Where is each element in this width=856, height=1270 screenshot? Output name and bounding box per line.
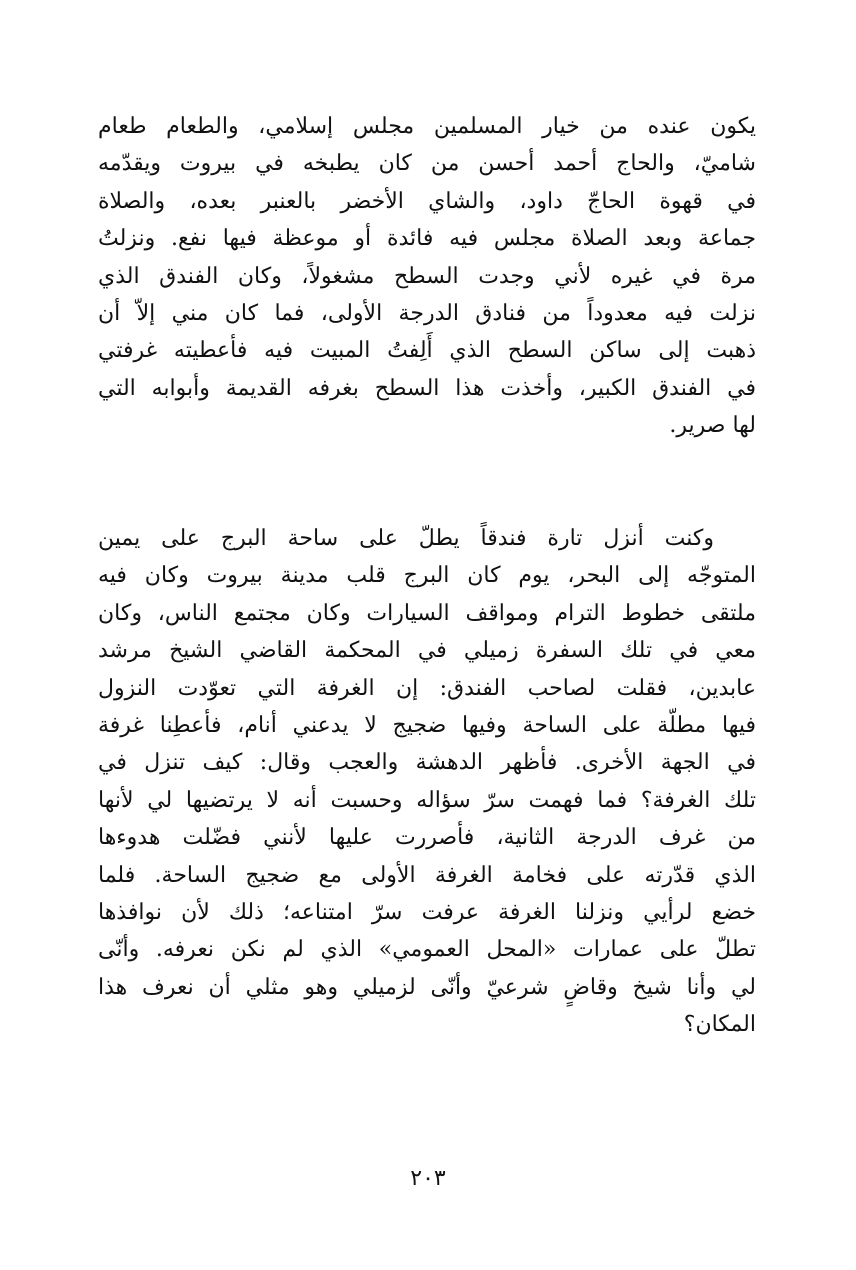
paragraph-2: [98, 520, 756, 1043]
paragraph-line: جماعة وبعد الصلاة مجلس فيه فائدة أو موعظة فيها نفع. ونزلتُ: [98, 226, 756, 252]
paragraph-1: [98, 108, 756, 445]
paragraph-line: وكنت أنزل تارة فندقاً يطلّ على ساحة البرج على يمين: [98, 526, 714, 551]
paragraph-line: لي وأنا شيخ وقاضٍ شرعيّ وأنّى لزميلي وهو مثلي أن نعرف هذا: [98, 974, 756, 1000]
page-number: ٢٠٣: [410, 1166, 446, 1191]
paragraph-line: المتوجّه إلى البحر، يوم كان البرج قلب مدينة بيروت وكان فيه: [98, 563, 756, 589]
paragraph-line: فيها مطلّة على الساحة وفيها ضجيج لا يدعني أنام، فأعطِنا غرفة: [98, 712, 756, 738]
paragraph-line: معي في تلك السفرة زميلي في المحكمة القاضي الشيخ مرشد: [98, 638, 756, 664]
paragraph-line: ذهبت إلى ساكن السطح الذي أَلِفتُ المبيت فيه فأعطيته غرفتي: [98, 338, 756, 364]
paragraph-line: تطلّ على عمارات «المحل العمومي» الذي لم نكن نعرفه. وأنّى: [98, 937, 756, 963]
paragraph-line: الذي قدّرته على فخامة الغرفة الأولى مع ضجيج الساحة. فلما: [98, 862, 756, 888]
paragraph-line: خضع لرأيي ونزلنا الغرفة عرفت سرّ امتناعه؛ ذلك لأن نوافذها: [98, 899, 756, 925]
paragraph-line: تلك الغرفة؟ فما فهمت سرّ سؤاله وحسبت أنه لا يرتضيها لي لأنها: [98, 787, 756, 813]
paragraph-line: مرة في غيره لأني وجدت السطح مشغولاً، وكان الفندق الذي: [98, 263, 756, 289]
paragraph-line: نزلت فيه معدوداً من فنادق الدرجة الأولى، فما كان مني إلاّ أن: [98, 300, 756, 326]
paragraph-line: في الجهة الأخرى. فأظهر الدهشة والعجب وقال: كيف تنزل في: [98, 750, 756, 776]
paragraph-line: من غرف الدرجة الثانية، فأصررت عليها لأنني فضّلت هدوءها: [98, 825, 756, 851]
paragraph-line: ملتقى خطوط الترام ومواقف السيارات وكان مجتمع الناس، وكان: [98, 600, 756, 626]
paragraph-line: لها صرير.: [669, 413, 756, 439]
paragraph-line: يكون عنده من خيار المسلمين مجلس إسلامي، والطعام طعام: [98, 114, 756, 139]
paragraph-line: في قهوة الحاجّ داود، والشاي الأخضر بالعنبر بعده، والصلاة: [98, 188, 756, 214]
paragraph-line: في الفندق الكبير، وأخذت هذا السطح بغرفه القديمة وأبوابه التي: [98, 375, 756, 401]
paragraph-line: شاميّ، والحاج أحمد أحسن من كان يطبخه في بيروت ويقدّمه: [98, 151, 756, 177]
paragraph-line: عابدين، فقلت لصاحب الفندق: إن الغرفة التي تعوّدت النزول: [98, 675, 756, 701]
paragraph-line: المكان؟: [683, 1012, 756, 1038]
